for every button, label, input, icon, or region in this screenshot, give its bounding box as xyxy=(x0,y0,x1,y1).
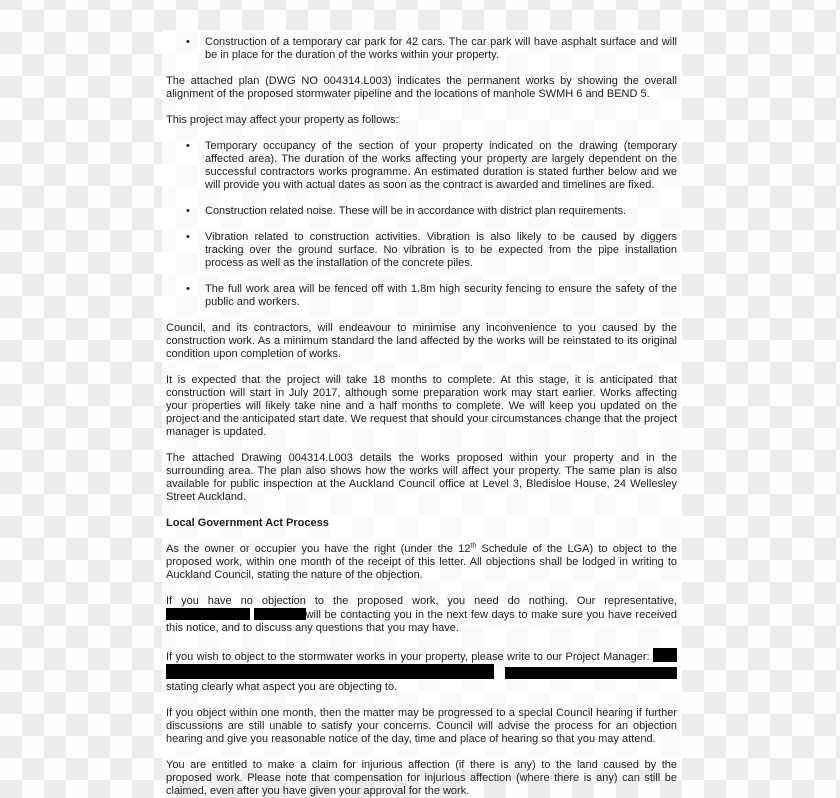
paragraph xyxy=(166,543,677,582)
text-run: stating clearly what aspect you are objecting to. xyxy=(166,681,398,693)
text-run: It is expected that the project will take 18 months to complete. At this stage, it is anticipated that construction will start in July 2017, although some preparation work may start earlier. Works affecting your properties will likely take nine and a half months to complete. We will keep you updated on the project and the anticipated start date. We request that should your circumstances change that the project manager is updated. xyxy=(166,374,677,438)
redaction-bar xyxy=(166,608,250,620)
bullet-text xyxy=(205,283,677,309)
redaction-bar xyxy=(653,648,677,662)
paragraph xyxy=(166,707,677,746)
text-run: Temporary occupancy of the section of your property indicated on the drawing (temporary affected area). The duration of the works affecting your property are largely dependent on the successful contractors works programme. An estimated duration is stated further below and we will provide you with actual dates as soon as the contract is awarded and timelines are fixed. xyxy=(205,140,677,191)
text-run: Construction of a temporary car park for 42 cars. The car park will have asphalt surface and will be in place for the duration of the works within your property. xyxy=(205,36,677,61)
text-run: Construction related noise. These will be in accordance with district plan requirements. xyxy=(205,205,627,217)
bullet-item xyxy=(166,36,677,62)
text-run xyxy=(494,668,505,680)
text-run: As the owner or occupier you have the right (under the 12 xyxy=(166,543,471,555)
text-run: The full work area will be fenced off with 1.8m high security fencing to ensure the safety of the public and workers. xyxy=(205,283,677,308)
document-content xyxy=(166,36,677,798)
paragraph xyxy=(166,374,677,439)
redaction-bar xyxy=(166,664,494,679)
section-heading xyxy=(166,517,677,530)
bullet-icon: • xyxy=(186,283,190,295)
paragraph xyxy=(166,114,677,127)
redaction-bar xyxy=(254,608,306,620)
bullet-text xyxy=(205,205,677,218)
paragraph xyxy=(166,75,677,101)
text-run: You are entitled to make a claim for injurious affection (if there is any) to the land caused by the proposed work. Please note that compensation for injurious affection (where there is any) can still be claimed, even after you have given your approval for the work. xyxy=(166,759,677,797)
bullet-icon: • xyxy=(186,140,190,152)
paragraph xyxy=(166,595,677,635)
text-run: If you wish to object to the stormwater works in your property, please write to our Project Manager: xyxy=(166,651,653,663)
text-run: If you have no objection to the proposed work, you need do nothing. Our representative, xyxy=(166,595,677,607)
bullet-icon: • xyxy=(186,36,190,48)
bullet-text xyxy=(205,36,677,62)
bullet-item xyxy=(166,283,677,309)
paragraph xyxy=(166,759,677,798)
bullet-text xyxy=(205,231,677,270)
bullet-item xyxy=(166,231,677,270)
paragraph xyxy=(166,452,677,504)
text-run: Local Government Act Process xyxy=(166,517,329,529)
text-run: This project may affect your property as follows: xyxy=(166,114,399,126)
bullet-text xyxy=(205,140,677,192)
bullet-icon: • xyxy=(186,205,190,217)
document-page xyxy=(162,30,682,797)
text-run: If you object within one month, then the matter may be progressed to a special Council hearing if further discussions are still unable to satisfy your concerns. Council will advise the process for an objection hearing and give you reasonable notice of the day, time and place of hearing so that you may attend. xyxy=(166,707,677,745)
text-run: The attached plan (DWG NO 004314.L003) indicates the permanent works by showing the overall alignment of the proposed stormwater pipeline and the locations of manhole SWMH 6 and BEND 5. xyxy=(166,75,677,100)
paragraph xyxy=(166,648,677,694)
redaction-bar xyxy=(505,667,677,679)
text-run: Council, and its contractors, will endeavour to minimise any inconvenience to you caused by the construction work. As a minimum standard the land affected by the works will be reinstated to its original condition upon completion of works. xyxy=(166,322,677,360)
superscript-text: th xyxy=(470,542,477,550)
bullet-item xyxy=(166,140,677,192)
text-run: Vibration related to construction activities. Vibration is also likely to be caused by diggers tracking over the ground surface. No vibration is to be expected from the pipe installation process as well as the installation of the concrete piles. xyxy=(205,231,677,269)
bullet-item xyxy=(166,205,677,218)
text-run: Schedule of the LGA) to object to the proposed work, within one month of the receipt of this letter. All objections shall be lodged in writing to Auckland Council, stating the nature of the objection. xyxy=(166,543,677,581)
paragraph xyxy=(166,322,677,361)
text-run: The attached Drawing 004314.L003 details the works proposed within your property and in the surrounding area. The plan also shows how the works will affect your property. The same plan is also available for public inspection at the Auckland Council office at Level 3, Bledisloe House, 24 Wellesley Street Auckland. xyxy=(166,452,677,503)
bullet-icon: • xyxy=(186,231,190,243)
text-run: will be contacting you in the next few days to make sure you have received this notice, and to discuss any questions that you may have. xyxy=(166,609,678,634)
